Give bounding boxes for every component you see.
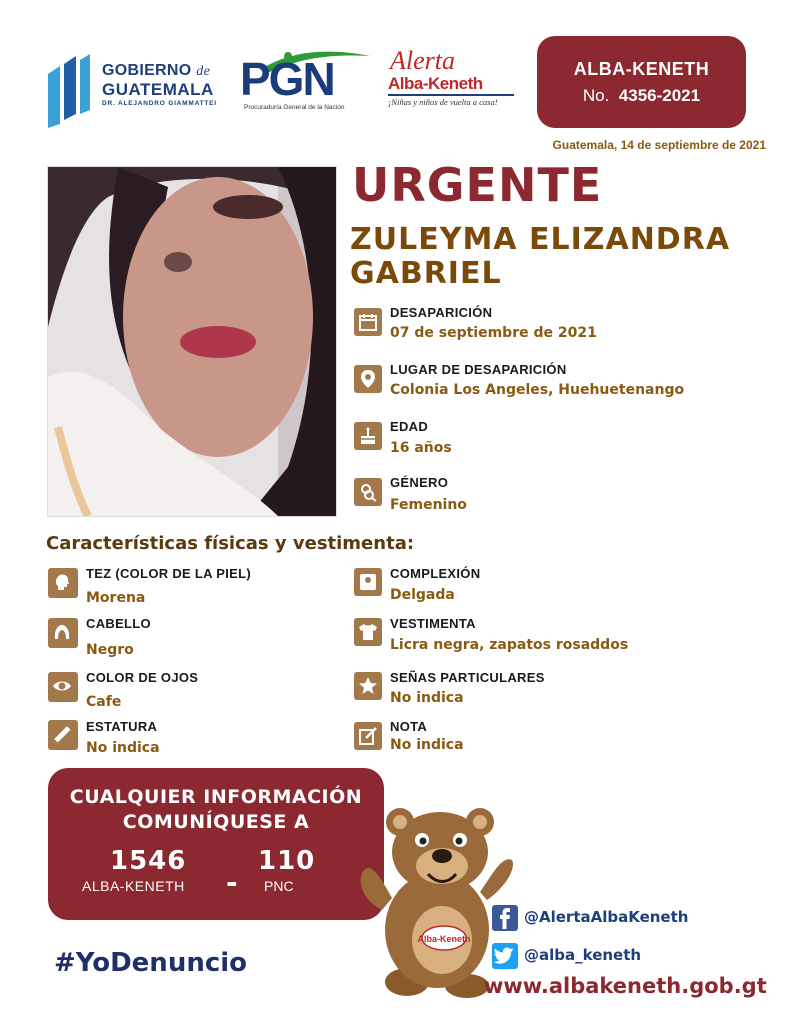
facebook-handle[interactable]: @AlertaAlbaKeneth (524, 908, 689, 926)
head-icon (48, 568, 78, 598)
alerta-logo-rule (388, 94, 514, 96)
lugar-value: Colonia Los Angeles, Huehuetenango (390, 382, 685, 398)
hashtag: #YoDenuncio (54, 948, 248, 978)
vestimenta-value: Licra negra, zapatos rosaddos (390, 637, 629, 653)
portrait-image (48, 167, 336, 516)
phone-pnc-label: PNC (264, 878, 294, 894)
edad-label: EDAD (390, 419, 429, 434)
case-number: No. 4356-2021 (582, 86, 701, 105)
phone-alba-keneth-label: ALBA-KENETH (82, 878, 185, 894)
alerta-logo-word: Alerta (390, 46, 455, 75)
contact-line2: COMUNÍQUESE A (122, 811, 310, 833)
twitter-icon[interactable] (492, 943, 518, 969)
characteristics-heading: Características físicas y vestimenta: (46, 533, 415, 554)
phone-separator: - (226, 866, 238, 899)
gobierno-president: DR. ALEJANDRO GIAMMATTEI (102, 100, 217, 107)
desaparicion-value: 07 de septiembre de 2021 (390, 325, 597, 341)
eye-icon (48, 672, 78, 702)
publication-date: Guatemala, 14 de septiembre de 2021 (552, 138, 766, 152)
lugar-label: LUGAR DE DESAPARICIÓN (390, 362, 567, 377)
cake-icon (354, 422, 382, 450)
complexion-value: Delgada (390, 587, 455, 603)
edad-value: 16 años (390, 440, 452, 456)
bear-badge-text: Alba-Keneth (417, 934, 471, 944)
cabello-value: Negro (86, 642, 134, 658)
senas-label: SEÑAS PARTICULARES (390, 670, 545, 685)
senas-value: No indica (390, 690, 464, 706)
ruler-icon (48, 720, 78, 750)
nota-label: NOTA (390, 719, 428, 734)
case-number-box (537, 36, 746, 128)
gender-icon (354, 478, 382, 506)
star-icon (354, 672, 382, 700)
ojos-label: COLOR DE OJOS (86, 670, 199, 685)
tez-label: TEZ (COLOR DE LA PIEL) (86, 566, 251, 581)
twitter-handle[interactable]: @alba_keneth (524, 946, 642, 964)
vestimenta-label: VESTIMENTA (390, 616, 476, 631)
gobierno-title: GOBIERNO de (102, 62, 211, 79)
phone-alba-keneth[interactable]: 1546 (110, 846, 187, 876)
facebook-icon[interactable] (492, 905, 518, 931)
contact-box (48, 768, 384, 920)
alerta-alba-keneth-logo (386, 46, 521, 114)
shirt-icon (354, 618, 382, 646)
note-icon (354, 722, 382, 750)
alerta-logo-tagline: ¡Niñas y niños de vuelta a casa! (388, 97, 498, 107)
missing-person-photo (48, 167, 336, 516)
case-title: ALBA-KENETH (573, 59, 710, 79)
missing-person-name-line2: GABRIEL (350, 256, 502, 291)
location-pin-icon (354, 365, 382, 393)
urgent-heading: URGENTE (352, 158, 603, 212)
genero-label: GÉNERO (390, 475, 449, 490)
desaparicion-label: DESAPARICIÓN (390, 305, 493, 320)
genero-value: Femenino (390, 497, 467, 513)
estatura-label: ESTATURA (86, 719, 158, 734)
complexion-label: COMPLEXIÓN (390, 566, 481, 581)
hair-icon (48, 618, 78, 648)
calendar-icon (354, 308, 382, 336)
alerta-logo-name: Alba-Keneth (388, 74, 483, 93)
pgn-logo (230, 48, 380, 114)
bear-mascot-icon (352, 800, 522, 1000)
missing-person-name-line1: ZULEYMA ELIZANDRA (350, 222, 731, 257)
phone-pnc[interactable]: 110 (258, 846, 316, 876)
pgn-subtitle: Procuraduría General de la Nación (244, 104, 345, 111)
tez-value: Morena (86, 590, 146, 606)
cabello-label: CABELLO (86, 616, 151, 631)
contact-line1: CUALQUIER INFORMACIÓN (69, 786, 363, 808)
nota-value: No indica (390, 737, 464, 753)
estatura-value: No indica (86, 740, 160, 756)
pgn-wordmark: PGN (240, 53, 334, 105)
gobierno-emblem-icon (46, 52, 92, 128)
scale-icon (354, 568, 382, 596)
gobierno-logo (46, 52, 226, 130)
gobierno-country: GUATEMALA (102, 80, 214, 99)
website-link[interactable]: www.albakeneth.gob.gt (484, 974, 767, 998)
ojos-value: Cafe (86, 694, 122, 710)
